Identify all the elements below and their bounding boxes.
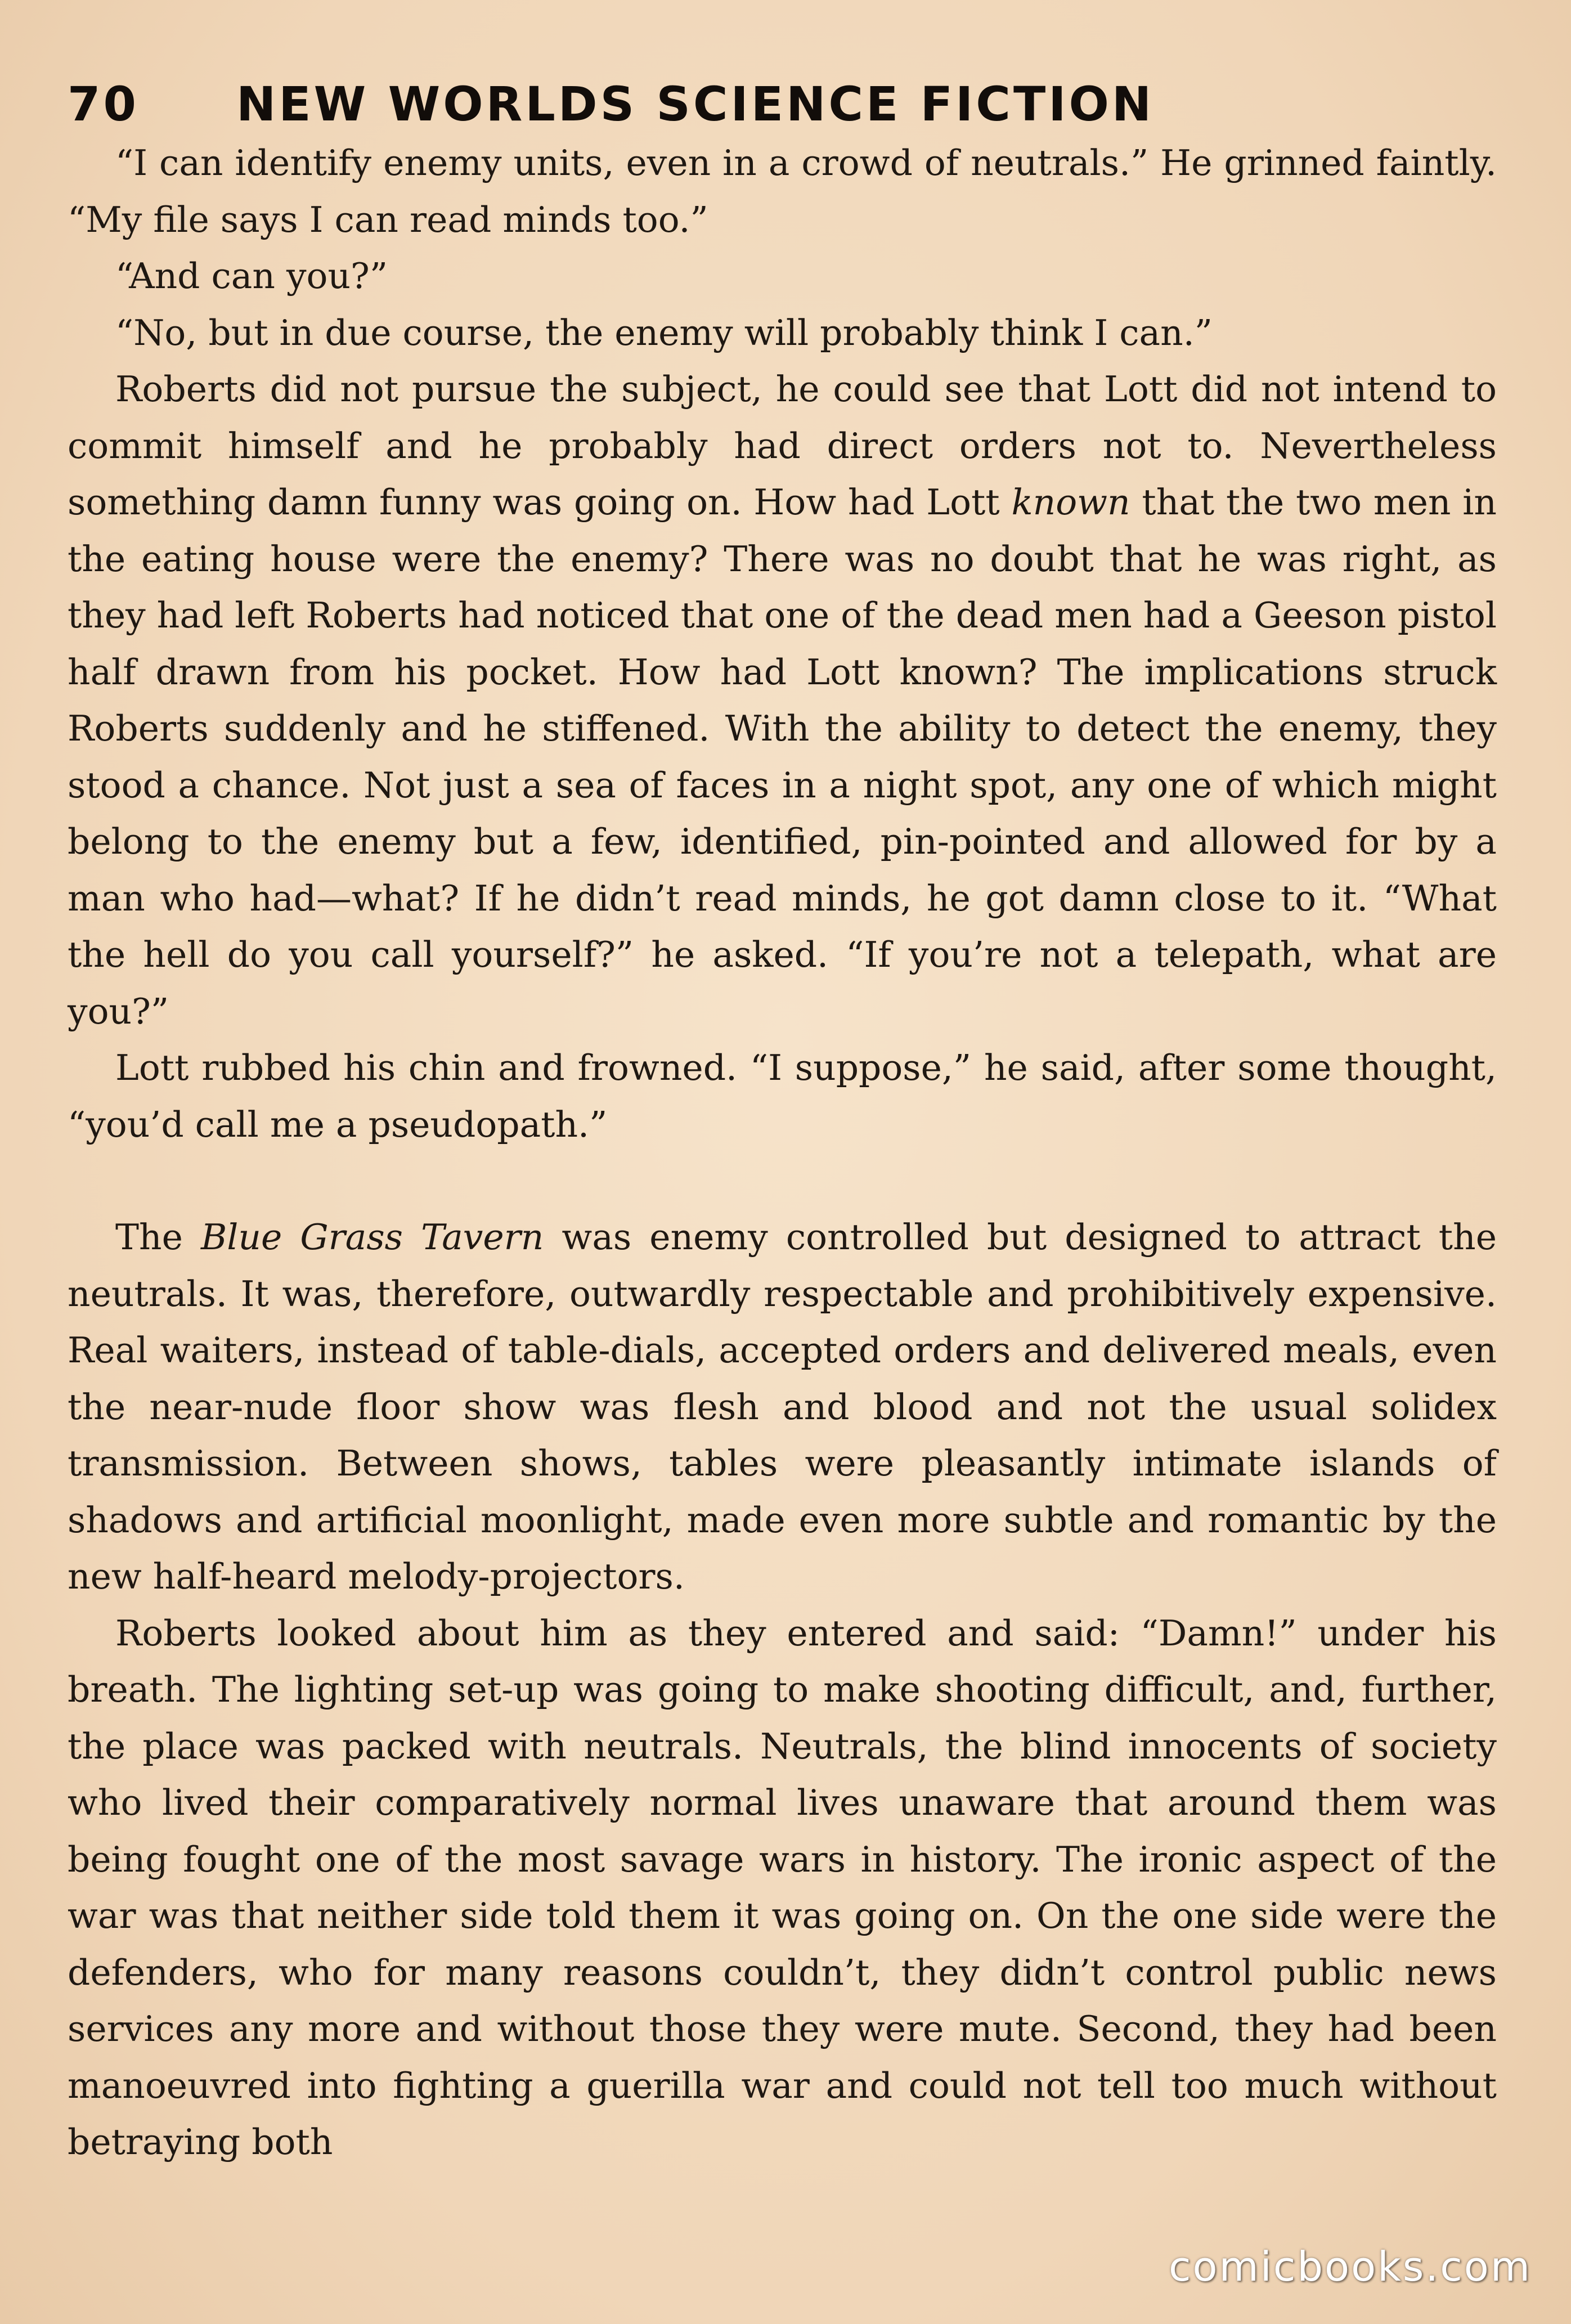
italic-segment: known — [1011, 482, 1130, 523]
paragraph-segment: Roberts did not pursue the subject, he could see that Lott did not intend to commit himself and he probably had direct orders not to. Nevertheless something damn funny was going on. How had Lott — [68, 369, 1497, 523]
paragraph — [68, 1209, 1497, 1605]
paragraph: “And can you?” — [115, 255, 388, 297]
paragraph-segment: The — [115, 1217, 201, 1258]
italic-segment: Blue Grass Tavern — [200, 1217, 544, 1258]
paragraph-segment: was enemy controlled but designed to attract the neutrals. It was, therefore, outwardly respectable and prohibitively expensive. Real waiters, instead of table-dials, accepted orders and delivered meals, even the near-nude floor show was flesh and blood and not the usual solidex transmission. Between shows, tables were pleasantly intimate islands of shadows and artificial moonlight, made even more subtle and romantic by the new half-heard melody-projectors. — [68, 1217, 1497, 1597]
page-number: 70 — [68, 77, 139, 132]
body-text — [68, 135, 1497, 2171]
paragraph — [68, 361, 1497, 1040]
paragraph: Lott rubbed his chin and frowned. “I suppose,” he said, after some thought, “you’d call me a pseudopath.” — [68, 1047, 1497, 1145]
paragraph: “I can identify enemy units, even in a crowd of neutrals.” He grinned faintly. “My file says I can read minds too.” — [68, 142, 1497, 240]
running-title: NEW WORLDS SCIENCE FICTION — [236, 77, 1155, 132]
watermark: comicbooks.com — [1168, 2243, 1532, 2290]
running-head — [68, 73, 1497, 135]
paragraph-segment: that the two men in the eating house were the enemy? There was no doubt that he was right, as they had left Roberts had noticed that one of the dead men had a Geeson pistol half drawn from his pocket. How had Lott known? The implications struck Roberts suddenly and he stiffened. With the ability to detect the enemy, they stood a chance. Not just a sea of faces in a night spot, any one of which might belong to the enemy but a few, identified, pin-pointed and allowed for by a man who had—what? If he didn’t read minds, he got damn close to it. “What the hell do you call yourself?” he asked. “If you’re not a telepath, what are you?” — [68, 482, 1497, 1032]
section-break — [68, 1153, 1497, 1209]
paragraph: “No, but in due course, the enemy will probably think I can.” — [115, 312, 1213, 353]
paragraph: Roberts looked about him as they entered and said: “Damn!” under his breath. The lighting set-up was going to make shooting difficult, and, further, the place was packed with neutrals. Neutrals, the blind innocents of society who lived their comparatively normal lives unaware that around them was being fought one of the most savage wars in history. The ironic aspect of the war was that neither side told them it was going on. On the one side were the defenders, who for many reasons couldn’t, they didn’t control public news services any more and without those they were mute. Second, they had been manoeuvred into fighting a guerilla war and could not tell too much without betraying both — [68, 1612, 1497, 2163]
book-page — [68, 73, 1497, 2171]
